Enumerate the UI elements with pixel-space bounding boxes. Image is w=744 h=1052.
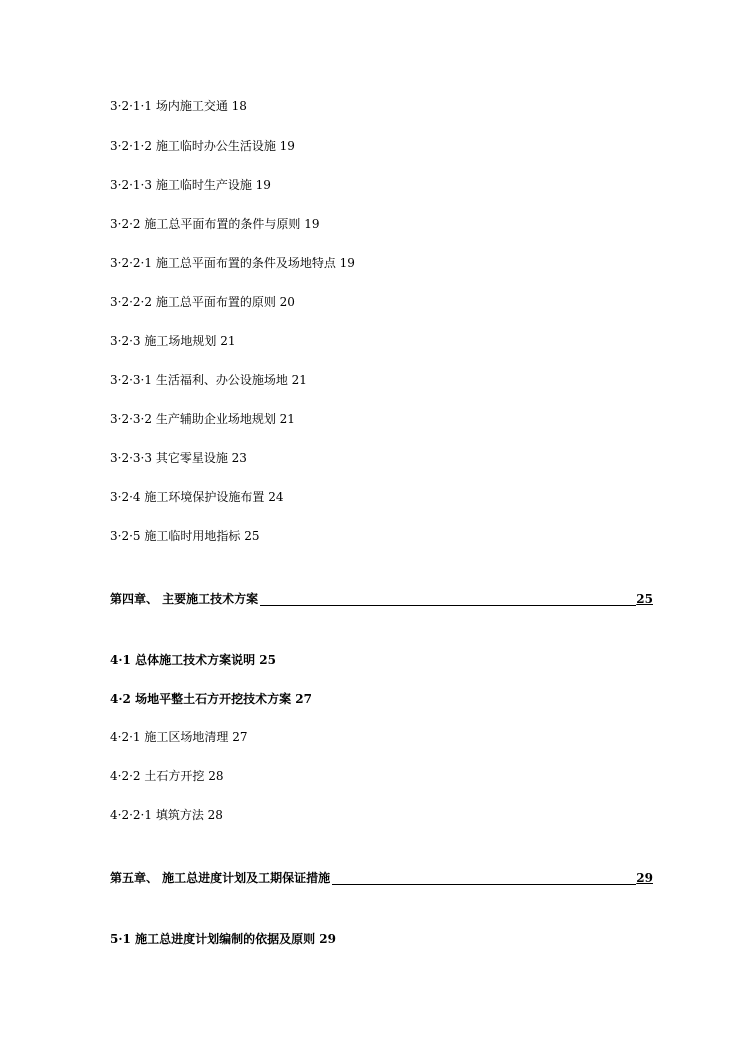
toc-entry-3-2-5[interactable] [110,528,260,544]
toc-page-number: 20 [279,295,295,309]
toc-title: 总体施工技术方案说明 [135,653,256,667]
toc-entry-4-2-2-1[interactable] [110,807,223,823]
toc-page-number: 19 [339,256,355,270]
toc-entry-3-2-1-3[interactable] [110,177,271,193]
toc-number: 4·2 [110,692,131,706]
toc-page-number: 21 [220,334,236,348]
toc-title: 场地平整土石方开挖技术方案 [135,692,292,706]
toc-number: 3·2·1·1 [110,99,152,113]
toc-page-number: 28 [207,808,223,822]
toc-title: 场内施工交通 [155,99,228,113]
toc-entry-4-2-1[interactable] [110,729,248,745]
toc-number: 3·2·3·3 [110,451,152,465]
toc-page-number: 18 [231,99,247,113]
toc-entry-3-2-3-3[interactable] [110,450,247,466]
toc-entry-4-2[interactable] [110,691,312,707]
toc-chapter-4[interactable] [110,589,653,607]
toc-title: 施工总进度计划编制的依据及原则 [135,932,316,946]
toc-number: 3·2·3·2 [110,412,152,426]
toc-title: 填筑方法 [155,808,204,822]
toc-number: 3·2·1·3 [110,178,152,192]
toc-number: 3·2·2·1 [110,256,152,270]
toc-number: 4·2·2·1 [110,808,152,822]
toc-title: 施工总平面布置的条件与原则 [144,217,301,231]
toc-entry-4-1[interactable] [110,652,276,668]
toc-number: 3·2·5 [110,529,141,543]
toc-title: 施工总平面布置的原则 [155,295,276,309]
toc-number: 3·2·1·2 [110,139,152,153]
toc-title: 施工临时办公生活设施 [155,139,276,153]
toc-page-number: 21 [279,412,295,426]
toc-entry-3-2-3[interactable] [110,333,236,349]
toc-page-number: 19 [255,178,271,192]
toc-entry-5-1[interactable] [110,931,336,947]
toc-chapter-5[interactable] [110,868,653,886]
toc-entry-3-2-4[interactable] [110,489,284,505]
toc-entry-3-2-3-2[interactable] [110,411,295,427]
toc-title: 其它零星设施 [155,451,228,465]
toc-title: 施工区场地清理 [144,730,229,744]
toc-title: 施工场地规划 [144,334,217,348]
toc-number: 3·2·3·1 [110,373,152,387]
toc-number: 3·2·2·2 [110,295,152,309]
toc-page-number: 29 [319,932,336,946]
toc-page-number: 27 [232,730,248,744]
toc-page-number: 25 [244,529,260,543]
toc-entry-3-2-3-1[interactable] [110,372,307,388]
toc-page-number: 28 [208,769,224,783]
toc-title: 施工环境保护设施布置 [144,490,265,504]
toc-page-number: 27 [295,692,312,706]
toc-page-number: 19 [304,217,320,231]
toc-page-number: 21 [291,373,307,387]
toc-page-number: 24 [268,490,284,504]
toc-number: 4·1 [110,653,131,667]
toc-title: 施工临时生产设施 [155,178,252,192]
toc-entry-3-2-2-1[interactable] [110,255,355,271]
toc-entry-3-2-2-2[interactable] [110,294,295,310]
toc-entry-4-2-2[interactable] [110,768,224,784]
chapter-page-number: 25 [636,592,653,606]
toc-number: 3·2·4 [110,490,141,504]
chapter-title: 第五章、 施工总进度计划及工期保证措施 [110,871,331,885]
toc-entry-3-2-1-2[interactable] [110,138,295,154]
toc-title: 土石方开挖 [144,769,205,783]
toc-entry-3-2-1-1[interactable] [110,98,247,114]
toc-title: 生产辅助企业场地规划 [155,412,276,426]
chapter-title: 第四章、 主要施工技术方案 [110,592,259,606]
toc-page-number: 25 [259,653,276,667]
toc-title: 施工总平面布置的条件及场地特点 [155,256,336,270]
chapter-page-number: 29 [636,871,653,885]
toc-entry-3-2-2[interactable] [110,216,320,232]
toc-number: 3·2·2 [110,217,141,231]
toc-title: 施工临时用地指标 [144,529,241,543]
toc-number: 4·2·2 [110,769,141,783]
toc-number: 3·2·3 [110,334,141,348]
toc-page-number: 23 [231,451,247,465]
toc-number: 4·2·1 [110,730,141,744]
toc-number: 5·1 [110,932,131,946]
toc-title: 生活福利、办公设施场地 [155,373,288,387]
leader-line [260,605,636,606]
leader-line [332,884,636,885]
toc-page-number: 19 [279,139,295,153]
